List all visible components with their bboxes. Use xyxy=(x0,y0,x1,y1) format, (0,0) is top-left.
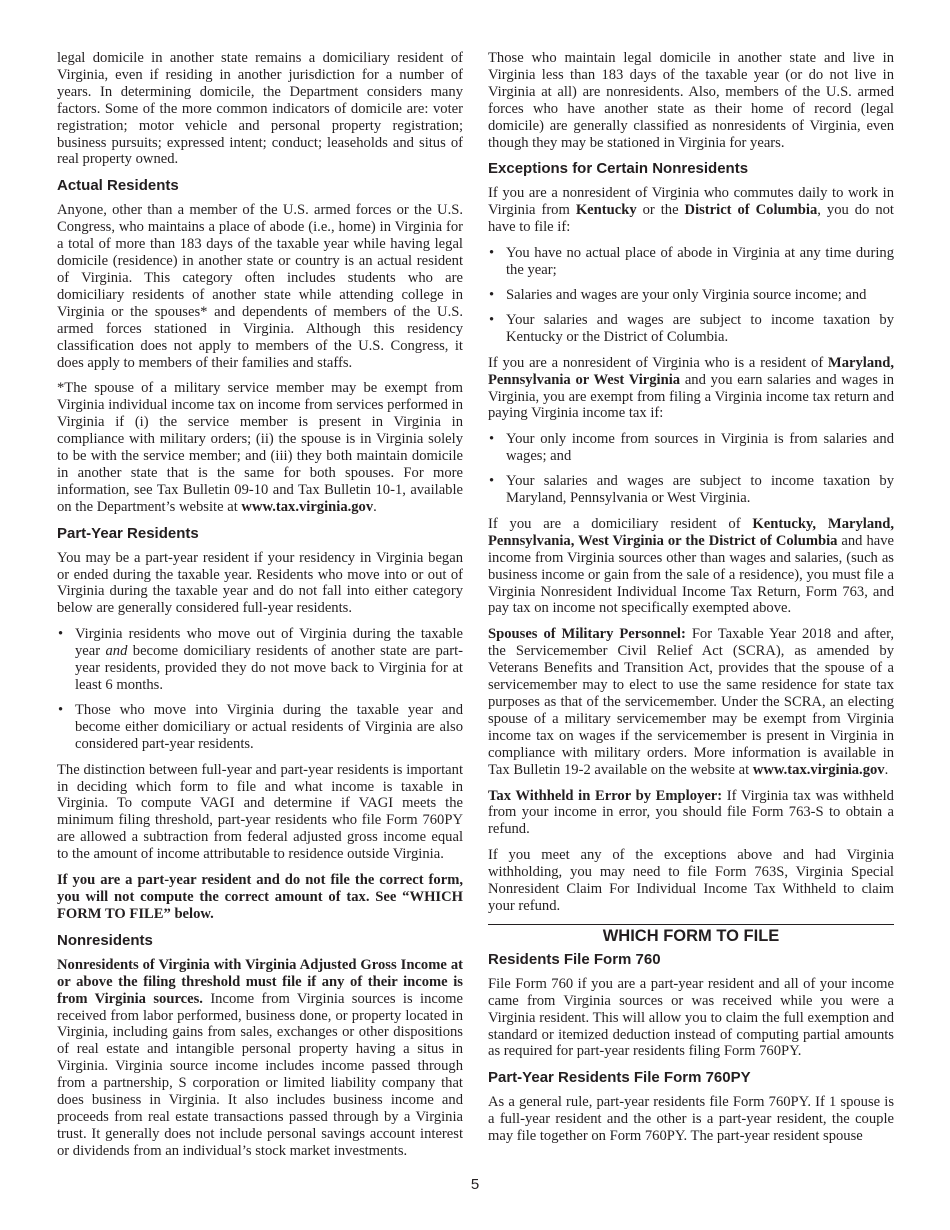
which-form-to-file-heading: WHICH FORM TO FILE xyxy=(488,924,894,945)
exceptions-heading: Exceptions for Certain Nonresidents xyxy=(488,160,749,178)
list-item: • Your salaries and wages are subject to income taxation by Maryland, Pennsylvania or West Virginia. xyxy=(488,473,894,507)
withheld-in-error-paragraph: Tax Withheld in Error by Employer: If Virginia tax was withheld from your income in error, you should file Form 763-S to obtain a refund. xyxy=(488,787,894,838)
form-760-paragraph: File Form 760 if you are a part-year resident and all of your income came from Virginia sources or was received while you were a Virginia resident. This will allow you to claim the full exemption and standard or itemized deduction instead of computing partial amounts as required for part-year residents filing Form 760PY. xyxy=(488,975,894,1060)
domicile-paragraph: legal domicile in another state remains a domiciliary resident of Virginia, even if residing in another jurisdiction for a number of years. In determining domicile, the Department considers many factors. Some of the more common indicators of domicile are: voter registration; motor vehicle and personal property registration; business pursuits; expressed intent; conduct; leaseholds and situs of real property owned. xyxy=(57,50,463,168)
warning-paragraph: If you are a part-year resident and do not file the correct form, you will not compute the correct amount of tax. See “WHICH FORM TO FILE” below. xyxy=(57,872,463,922)
distinction-paragraph: The distinction between full-year and part-year residents is important in deciding which form to file and what income is taxable in Virginia. To compute VAGI and determine if VAGI meets the minimum filing threshold, part-year residents who file Form 760PY are allowed a subtraction from federal adjusted gross income equal to the amount of income attributable to residence outside Virginia. xyxy=(57,761,463,863)
domiciliary-resident-paragraph: If you are a domiciliary resident of Kentucky, Maryland, Pennsylvania, West Virginia or the District of Columbia and have income from Virginia sources other than wages and salaries, (such as business income or gain from the sale of a residence), you must file a Virginia Nonresident Individual Income Tax Return, Form 763, and pay tax on income not specifically exempted above. xyxy=(488,515,894,617)
commuter-paragraph: If you are a nonresident of Virginia who commutes daily to work in Virginia from Kentucky or the District of Columbia, you do not have to file if: xyxy=(488,185,894,236)
military-spouse-paragraph: *The spouse of a military service member may be exempt from Virginia individual income tax on income from services performed in Virginia if (i) the service member is present in Virginia in compliance with military orders; (ii) the spouse is in Virginia solely to be with the service member; and (iii) they both maintain domicile in another state that is the same for both spouses. For more information, see Tax Bulletin 09-10 and Tax Bulletin 10-1, available on the Department’s website at www.tax.virginia.gov. xyxy=(57,380,463,515)
part-year-paragraph: You may be a part-year resident if your residency in Virginia began or ended during the taxable year. Residents who move into or out of Virginia during the taxable year and do not fall into either category below are generally considered full-year residents. xyxy=(57,549,463,617)
part-year-residents-heading: Part-Year Residents xyxy=(57,524,199,542)
page-number: 5 xyxy=(470,1176,480,1193)
military-spouses-paragraph: Spouses of Military Personnel: For Taxable Year 2018 and after, the Servicemember Civil Relief Act (SCRA), as amended by Veterans Benefits and Transition Act, provides that the spouse of a servicemember may to elect to use the same residence for state tax purposes as that of the servicemember. Under the SCRA, an electing spouse of a military servicemember may be exempt from Virginia income tax on wages if the servicemember is present in Virginia in compliance with military orders. More information is available in Tax Bulletin 19-2 available on the website at www.tax.virginia.gov. xyxy=(488,626,894,778)
part-year-list xyxy=(57,626,463,752)
actual-residents-heading: Actual Residents xyxy=(57,177,179,195)
nonresidents-heading: Nonresidents xyxy=(57,931,153,949)
list-item: • Those who move into Virginia during the taxable year and become either domiciliary or actual residents of Virginia are also considered part-year residents. xyxy=(57,702,463,753)
website-link[interactable]: www.tax.virginia.gov xyxy=(241,498,374,515)
actual-residents-paragraph: Anyone, other than a member of the U.S. armed forces or the U.S. Congress, who maintains a place of abode (i.e., home) in Virginia for a total of more than 183 days of the taxable year while having legal domicile (residence) in another state or country is an actual resident of Virginia. This category often includes students who are domiciliary residents of another state while attending college in Virginia or the spouses* and dependents of members of the U.S. armed forces stationed in Virginia. Although this residency classification does not apply to members of the U.S. Congress, it does apply to members of their families and staffs. xyxy=(57,202,463,371)
form-760-heading: Residents File Form 760 xyxy=(488,950,661,968)
nonresident-definition-paragraph: Those who maintain legal domicile in another state and live in Virginia less than 183 days of the taxable year (or do not live in Virginia at all) are nonresidents. Also, members of the U.S. armed forces who have another state as their home of record (legal domicile) are generally classified as nonresidents of Virginia, even though they may be stationed in Virginia for years. xyxy=(488,50,894,151)
commuter-conditions-list xyxy=(488,245,894,346)
list-item: • Salaries and wages are your only Virginia source income; and xyxy=(488,287,894,304)
list-item: • Virginia residents who move out of Virginia during the taxable year and become domiciliary residents of another state are part-year residents, provided they do not move back to Virginia for at least 6 months. xyxy=(57,626,463,694)
form-760py-heading: Part-Year Residents File Form 760PY xyxy=(488,1069,751,1087)
md-pa-wv-conditions-list xyxy=(488,431,894,507)
website-link[interactable]: www.tax.virginia.gov xyxy=(752,761,885,778)
list-item: • You have no actual place of abode in Virginia at any time during the year; xyxy=(488,245,894,279)
refund-claim-paragraph: If you meet any of the exceptions above and had Virginia withholding, you may need to file Form 763S, Virginia Special Nonresident Claim For Individual Income Tax Withheld to claim your refund. xyxy=(488,847,894,914)
right-column xyxy=(488,50,894,1154)
md-pa-wv-paragraph: If you are a nonresident of Virginia who is a resident of Maryland, Pennsylvania or West Virginia and you earn salaries and wages in Virginia, you are exempt from filing a Virginia income tax return and paying Virginia income tax if: xyxy=(488,354,894,422)
form-760py-paragraph: As a general rule, part-year residents file Form 760PY. If 1 spouse is a full-year resident and the other is a part-year resident, the couple may file together on Form 760PY. The part-year resident spouse xyxy=(488,1094,894,1145)
list-item: • Your only income from sources in Virginia is from salaries and wages; and xyxy=(488,431,894,465)
left-column xyxy=(57,50,463,1169)
list-item: • Your salaries and wages are subject to income taxation by Kentucky or the District of Columbia. xyxy=(488,312,894,346)
nonresidents-paragraph: Nonresidents of Virginia with Virginia Adjusted Gross Income at or above the filing threshold must file if any of their income is from Virginia sources. Income from Virginia sources is income received from labor performed, business done, or property located in Virginia, including gains from sales, exchanges or other dispositions of real estate and intangible personal property having a situs in Virginia. Virginia source income includes income passed through from a partnership, S corporation or limited liability company that does business in Virginia. It also includes business income and proceeds from real estate transactions passed through by a Virginia trust. It generally does not include personal savings account interest or dividends from an individual’s stock market investments. xyxy=(57,956,463,1159)
